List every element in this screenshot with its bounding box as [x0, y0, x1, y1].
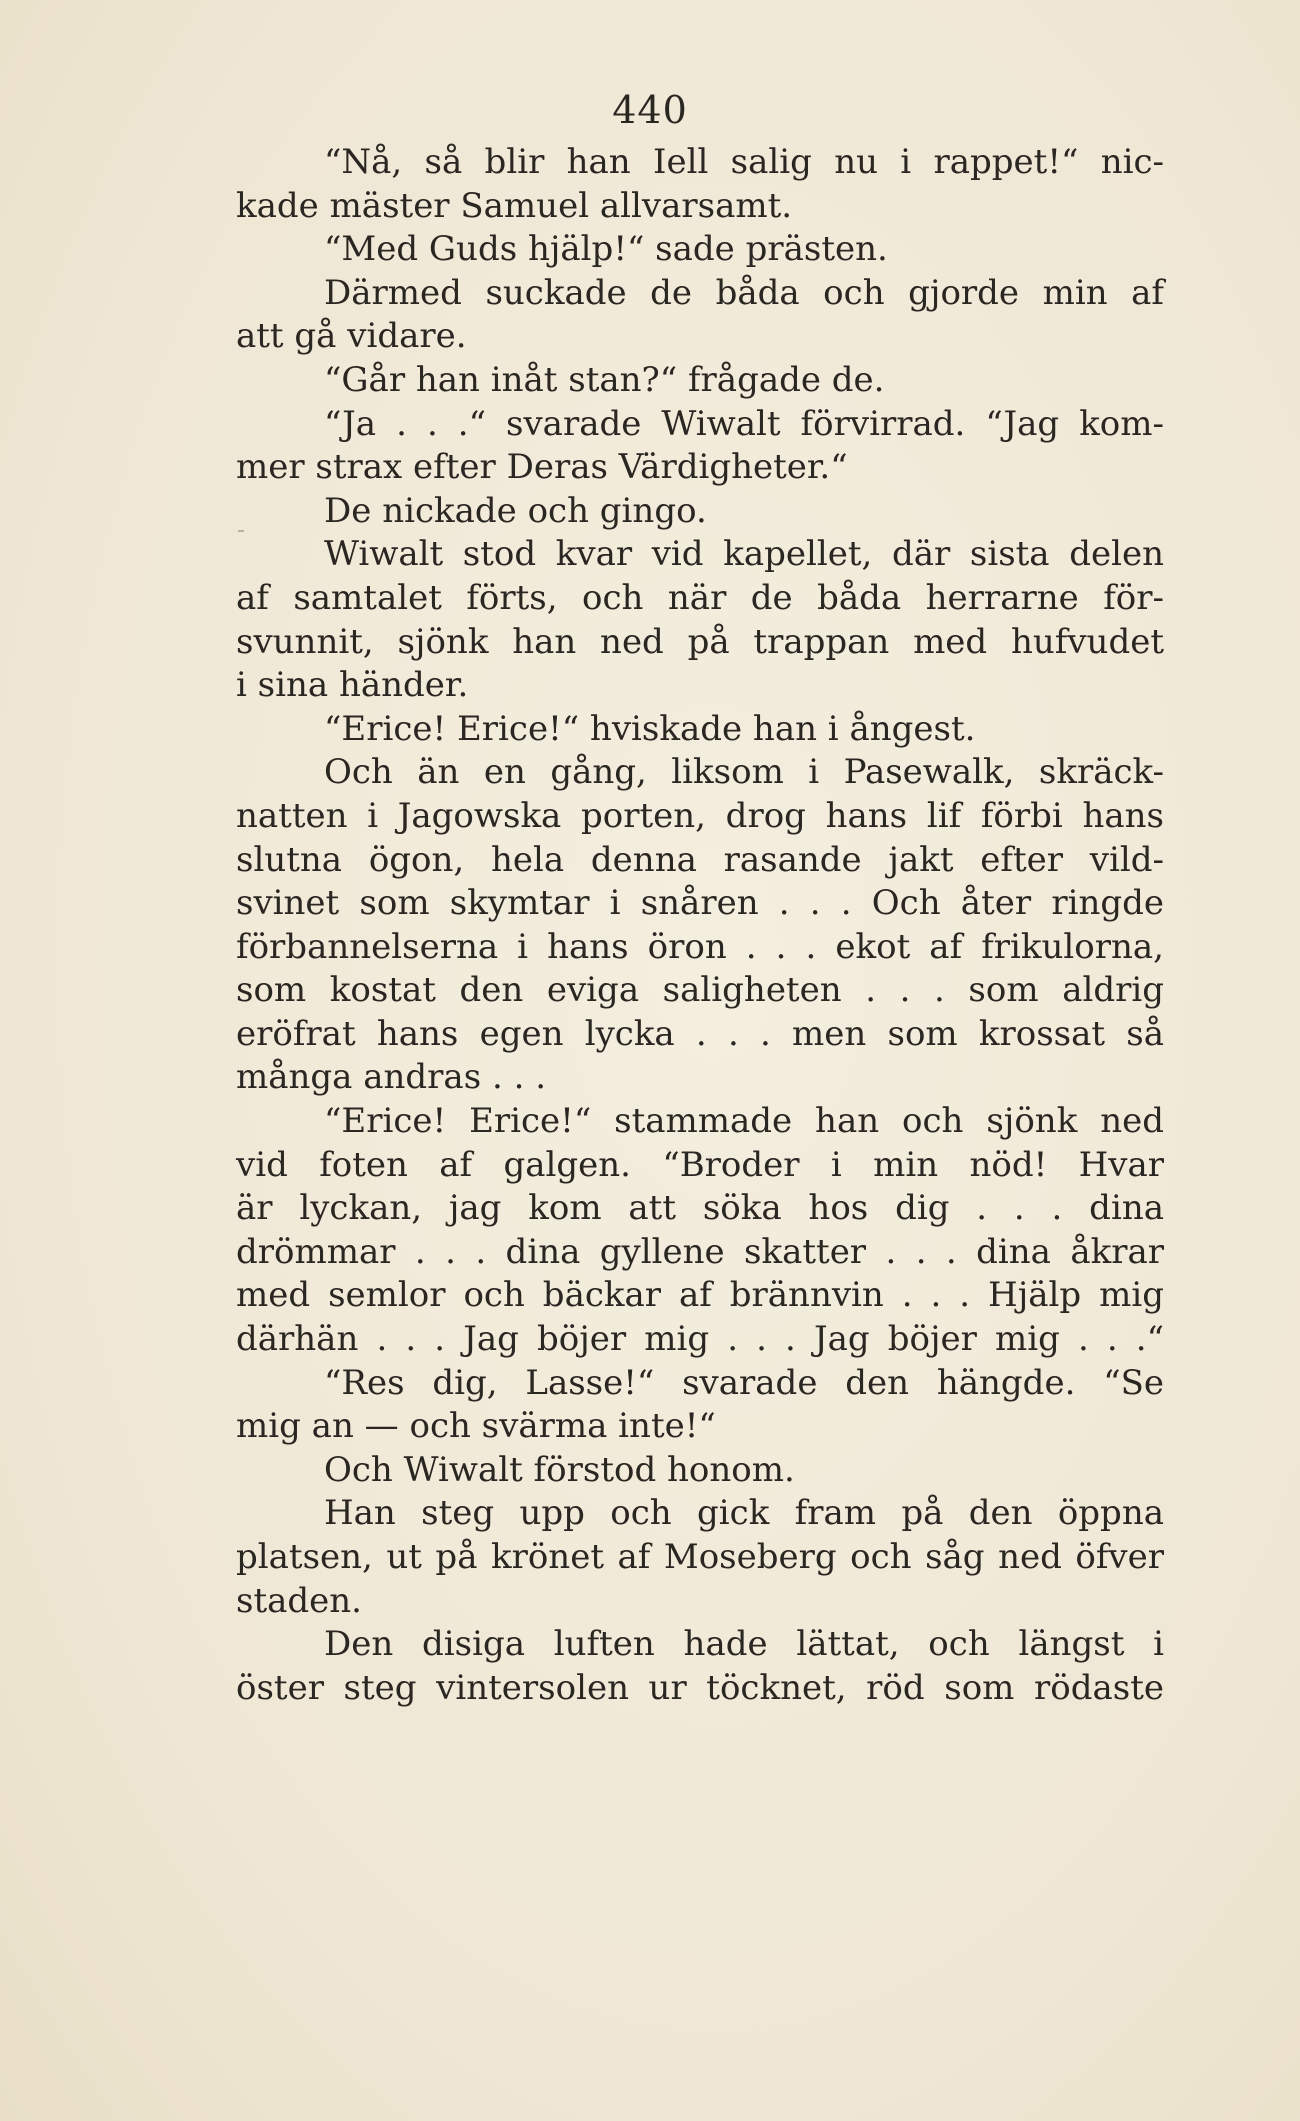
- text-line: är lyckan, jag kom att söka hos dig . . . dina: [236, 1188, 1164, 1229]
- text-line: “Nå, så blir han Iell salig nu i rappet!“ nic-: [324, 142, 1164, 182]
- text-line: Och Wiwalt förstod honom.: [324, 1449, 795, 1490]
- text-line: Och än en gång, liksom i Pasewalk, skräck-: [324, 752, 1164, 793]
- text-line: “Går han inåt stan?“ frågade de.: [324, 359, 885, 400]
- text-line: svinet som skymtar i snåren . . . Och åter ringde: [236, 883, 1164, 924]
- text-line: öster steg vintersolen ur töcknet, röd som rödaste: [236, 1667, 1164, 1708]
- text-line: Wiwalt stod kvar vid kapellet, där sista delen: [324, 534, 1164, 575]
- text-line: Den disiga luften hade lättat, och längst i: [324, 1624, 1164, 1665]
- text-line: “Res dig, Lasse!“ svarade den hängde. “Se: [324, 1362, 1164, 1403]
- text-line: slutna ögon, hela denna rasande jakt efter vild-: [236, 839, 1164, 880]
- text-line: som kostat den eviga saligheten . . . som aldrig: [236, 970, 1164, 1011]
- text-line: därhän . . . Jag böjer mig . . . Jag böjer mig . . .“: [236, 1319, 1164, 1360]
- text-line: eröfrat hans egen lycka . . . men som krossat så: [236, 1013, 1164, 1054]
- text-line: “Ja . . .“ svarade Wiwalt förvirrad. “Jag kom-: [324, 403, 1164, 444]
- text-line: staden.: [236, 1580, 362, 1621]
- text-line: De nickade och gingo.: [324, 490, 707, 531]
- text-line: “Med Guds hjälp!“ sade prästen.: [324, 229, 888, 270]
- text-line: “Erice! Erice!“ hviskade han i ångest.: [324, 708, 976, 749]
- text-line: att gå vidare.: [236, 316, 467, 357]
- text-line: kade mäster Samuel allvarsamt.: [236, 185, 793, 226]
- text-line: drömmar . . . dina gyllene skatter . . . dina åkrar: [236, 1231, 1164, 1272]
- text-line: många andras . . .: [236, 1057, 547, 1098]
- text-line: med semlor och bäckar af brännvin . . . Hjälp mig: [236, 1275, 1164, 1316]
- text-line: mer strax efter Deras Värdigheter.“: [236, 447, 848, 488]
- text-line: Därmed suckade de båda och gjorde min af: [324, 272, 1164, 313]
- text-line: vid foten af galgen. “Broder i min nöd! Hvar: [236, 1144, 1164, 1185]
- text-line: i sina händer.: [236, 665, 469, 706]
- text-line: “Erice! Erice!“ stammade han och sjönk ned: [324, 1101, 1164, 1142]
- text-line: mig an — och svärma inte!“: [236, 1406, 716, 1447]
- text-line: Han steg upp och gick fram på den öppna: [324, 1493, 1164, 1534]
- text-line: natten i Jagowska porten, drog hans lif förbi hans: [236, 795, 1164, 836]
- text-line: platsen, ut på krönet af Moseberg och såg ned öfver: [236, 1537, 1164, 1577]
- body-text: [236, 141, 1164, 1710]
- text-line: förbannelserna i hans öron . . . ekot af frikulorna,: [236, 926, 1164, 967]
- text-line: af samtalet förts, och när de båda herrarne för-: [236, 577, 1164, 618]
- page-number: 440: [612, 88, 688, 132]
- text-line: svunnit, sjönk han ned på trappan med hufvudet: [236, 621, 1164, 662]
